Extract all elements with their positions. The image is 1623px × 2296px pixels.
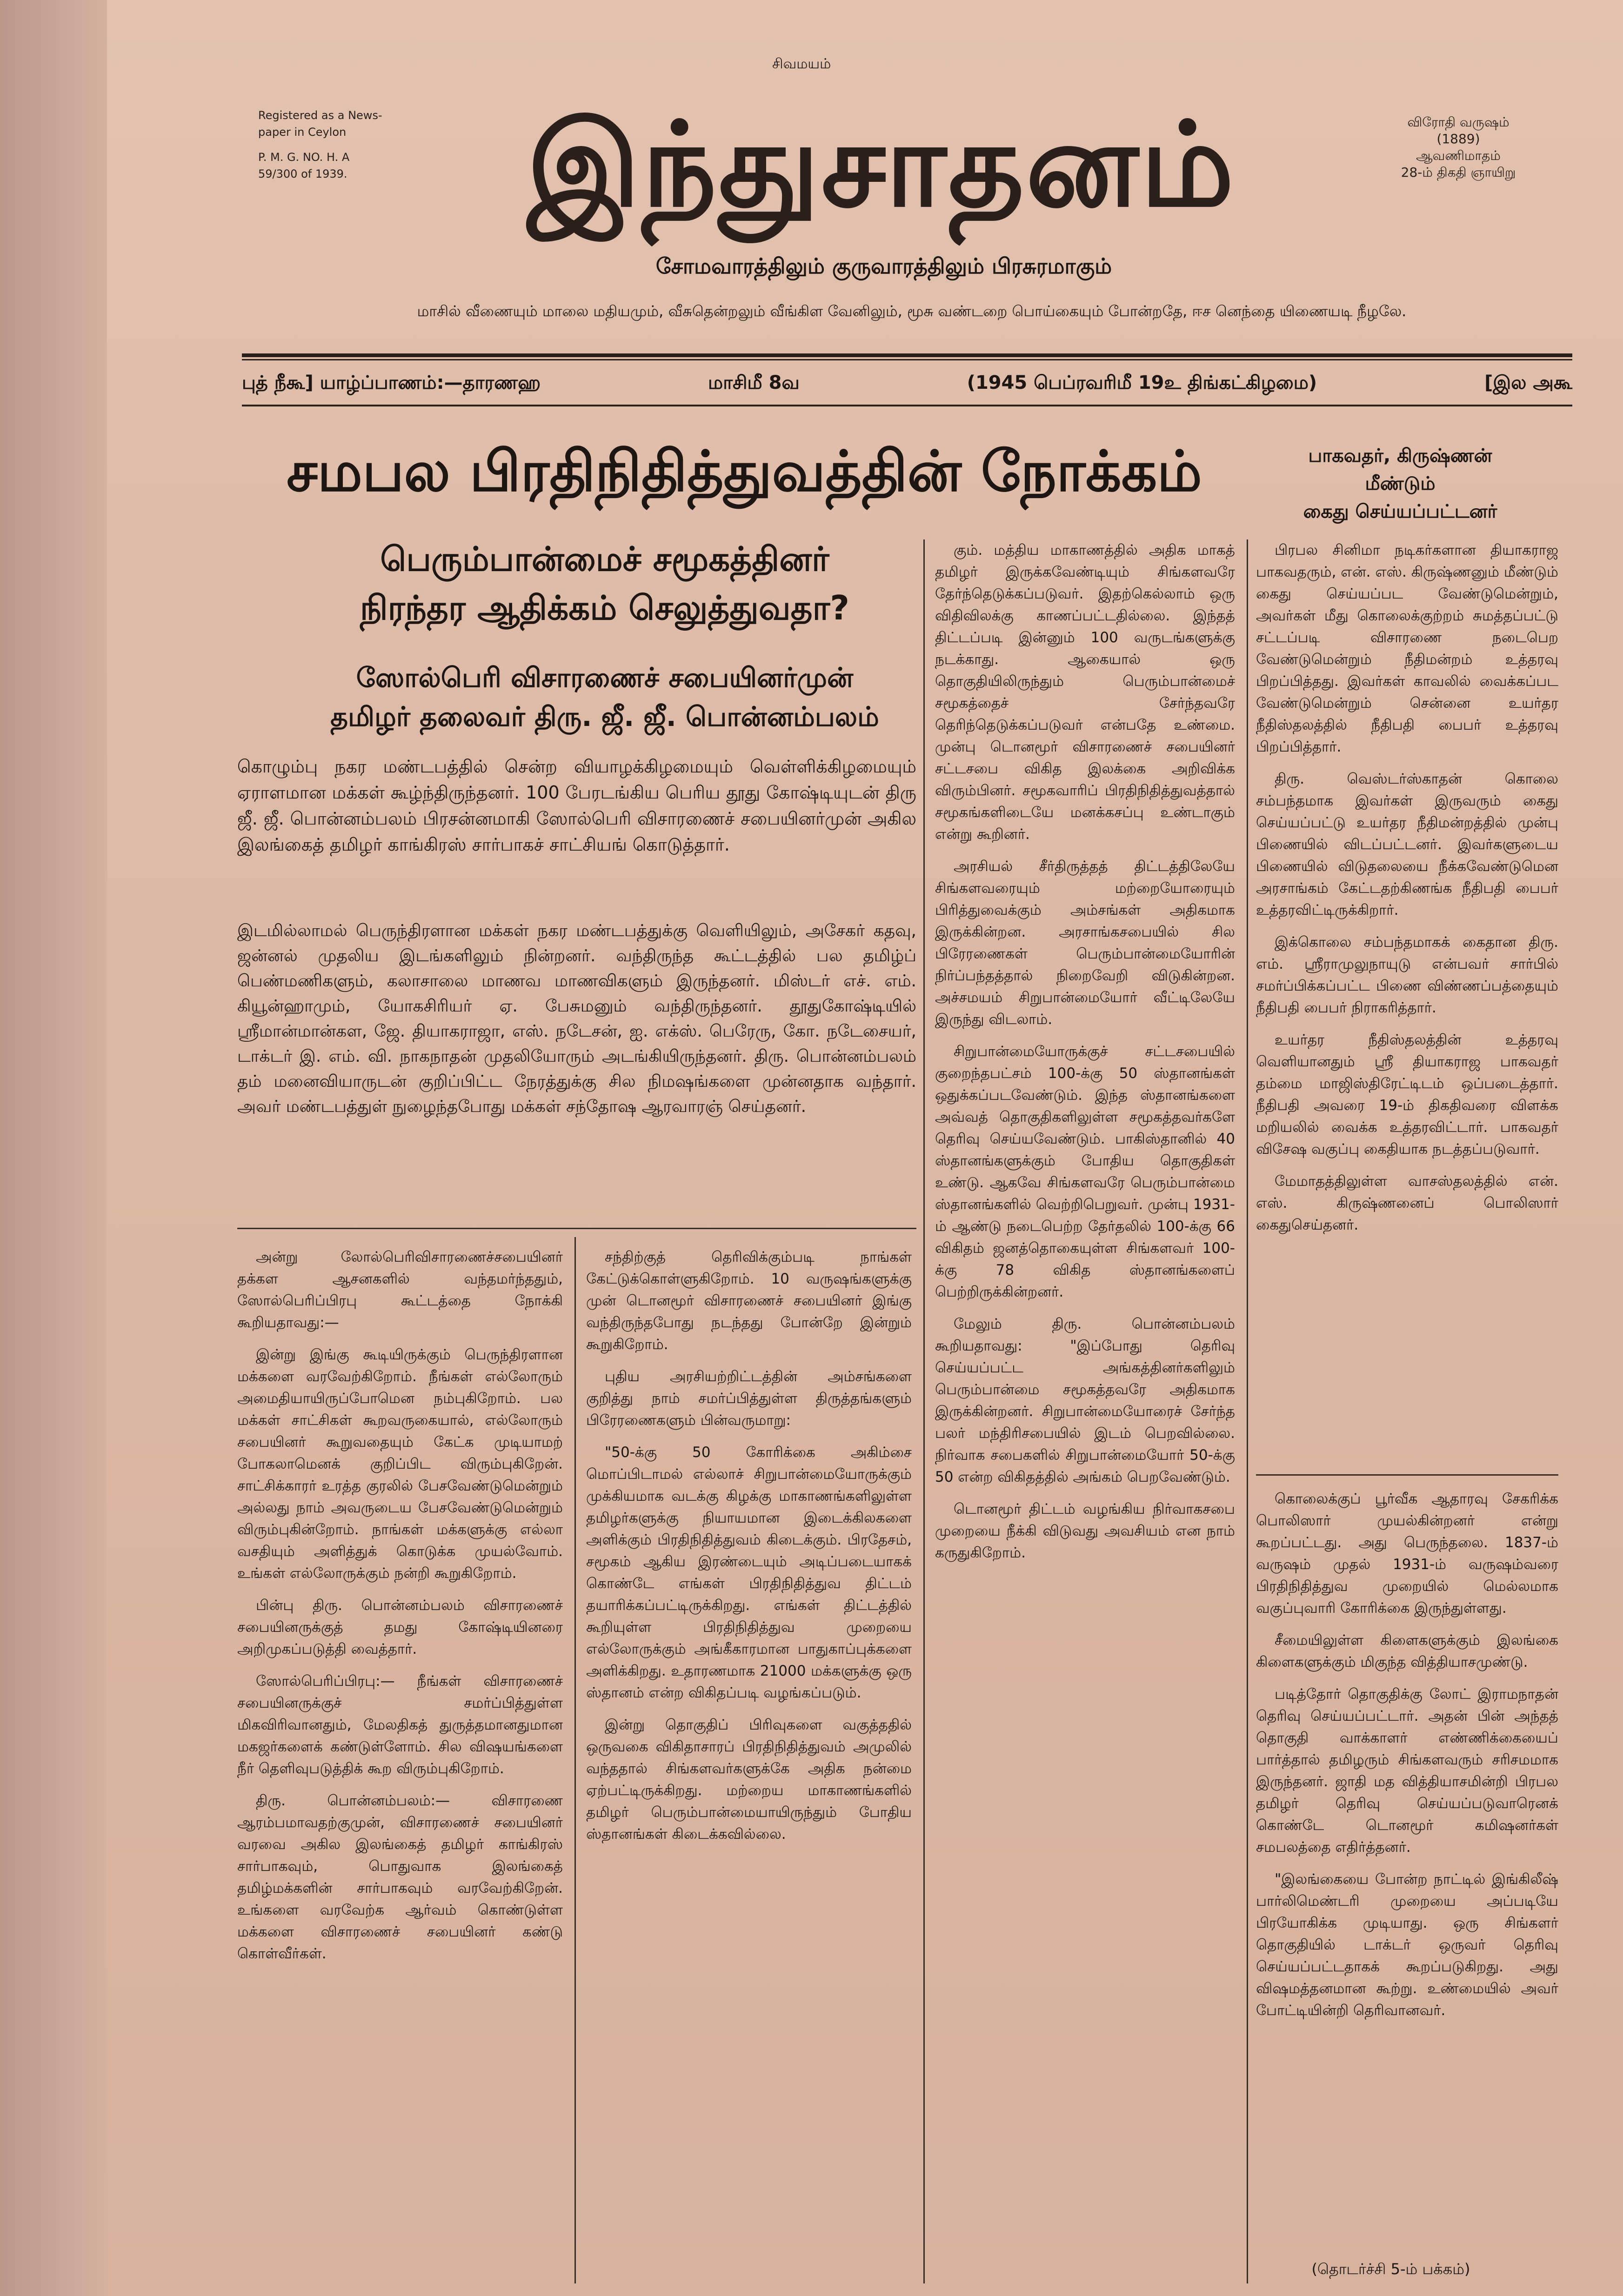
article-paragraph: சந்திற்குத் தெரிவிக்கும்படி நாங்கள் கேட்டுக்கொள்ளுகிறோம். 10 வருஷங்களுக்கு முன் டொனமூர் விசாரணைச் சபையினர் இங்கு வந்திருந்தபோது நடந்தது போன்றே இன்றும் கூறுகிறோம். bbox=[586, 1249, 912, 1353]
article-column-3 bbox=[935, 539, 1235, 2269]
sidebar-headline-line: கைது செய்யப்பட்டனர் bbox=[1303, 501, 1497, 522]
article-paragraph: சீமையிலுள்ள கிளைகளுக்கும் இலங்கை கிளைகளுக்கும் மிகுந்த வித்தியாசமுண்டு. bbox=[1256, 1632, 1558, 1670]
registration-line: 59/300 of 1939. bbox=[258, 167, 347, 180]
second-lead-paragraph: இடமில்லாமல் பெருந்திரளான மக்கள் நகர மண்டபத்துக்கு வெளியிலும், அசேகர் கதவு, ஜன்னல் முதலிய இடங்களிலும் நின்றனர். வந்திருந்த கூட்டத்தில் பல தமிழ்ப் பெண்மணிகளும், கலாசாலை மாணவ மாணவிகளும் இருந்தனர். மிஸ்டர் எச். எம். கியூன்ஹாமும், யோகசிரியர் ஏ. பேசுமனும் வந்திருந்தனர். தூதுகோஷ்டியில் ஸ்ரீமான்மான்கள, ஜே. தியாகராஜா, எஸ். நடேசன், ஐ. எக்ஸ். பெரேரு, கோ. நடேசையர், டாக்டர் இ. எம். வி. நாகநாதன் முதலியோரும் அடங்கியிருந்தனர். திரு. பொன்னம்பலம் தம் மனைவியாருடன் குறிப்பிட்ட நேரத்துக்கு சில நிமஷங்களை முன்னதாக வந்தார். அவர் மண்டபத்துள் நுழைந்தபோது மக்கள் சந்தோஷ ஆரவாரஞ் செய்தனர். bbox=[237, 921, 916, 1116]
article-paragraph: அன்று லோல்பெரிவிசாரணைச்சபையினர் தக்கள ஆசனகளில் வந்தமர்ந்ததும், ஸோல்பெரிப்பிரபு கூட்டத்தை நோக்கி கூறியதாவது:— bbox=[237, 1249, 563, 1331]
subheadline-line: நிரந்தர ஆதிக்கம் செலுத்துவதா? bbox=[360, 588, 849, 627]
subheadline-line: ஸோல்பெரி விசாரணைச் சபையினர்முன் bbox=[356, 662, 854, 693]
lead-divider bbox=[237, 1228, 916, 1229]
publication-schedule: சோமவாரத்திலும் குருவாரத்திலும் பிரசுரமாகும் bbox=[655, 253, 1112, 279]
month-issue: மாசிமீ 8வ bbox=[708, 372, 800, 393]
issue-date: (1945 பெப்ரவரிமீ 19உ திங்கட்கிழமை) bbox=[967, 372, 1317, 393]
article-paragraph: பின்பு திரு. பொன்னம்பலம் விசாரணைச் சபையினருக்குத் தமது கோஷ்டியினரை அறிமுகப்படுத்தி வைத்தார். bbox=[237, 1597, 563, 1657]
article-paragraph: மேமாதத்திலுள்ள வாசஸ்தலத்தில் என். எஸ். கிருஷ்ணனைப் பொலிஸார் கைதுசெய்தனர். bbox=[1256, 1173, 1558, 1233]
column-divider bbox=[923, 539, 925, 2283]
main-subheadline bbox=[279, 535, 930, 632]
registration-line: Registered as a News- bbox=[258, 109, 382, 122]
sidebar-headline-line: மீண்டும் bbox=[1365, 473, 1436, 494]
secondary-subheadline bbox=[279, 658, 930, 736]
registration-note bbox=[258, 107, 398, 182]
column-divider bbox=[574, 1237, 576, 2283]
subheadline-line: தமிழர் தலைவர் திரு. ஜீ. ஜீ. பொன்னம்பலம் bbox=[330, 701, 879, 732]
main-headline: சமபல பிரதிநிதித்துவத்தின் நோக்கம் bbox=[287, 439, 1202, 504]
year-info-line: விரோதி வருஷம் bbox=[1407, 114, 1509, 130]
year-info-line: (1889) bbox=[1436, 131, 1480, 146]
article-paragraph: படித்தோர் தொகுதிக்கு லோட் இராமநாதன் தெரிவு செய்யப்பட்டார். அதன் பின் அந்தத் தொகுதி வாக்காளர் எண்ணிக்கையைப் பார்த்தால் தமிழரும் சிங்களவரும் சரிசமமாக இருந்தனர். ஜாதி மத வித்தியாசமின்றி பிரபல தமிழர் தெரிவு செய்யப்படுவாரெனக் கொண்டே டொனமூர் கமிஷனர்கள் சமபலத்தை எதிர்த்தனர். bbox=[1256, 1686, 1558, 1856]
year-info-line: 28-ம் திகதி ஞாயிறு bbox=[1401, 165, 1516, 180]
registration-line: P. M. G. NO. H. A bbox=[258, 151, 350, 164]
volume-place: புத் நீகூ] யாழ்ப்பாணம்:—தாரணஹ bbox=[242, 372, 541, 393]
newspaper-title: இந்துசாதனம் bbox=[527, 97, 1236, 233]
article-paragraph: கொலைக்குப் பூர்வீக ஆதாரவு சேகரிக்க பொலிஸார் முயல்கின்றனர் என்று கூறப்பட்டது. அது பெருந்தலை. 1837-ம் வருஷம் முதல் 1931-ம் வருஷம்வரை பிரதிநிதித்துவ முறையில் மெல்லமாக வகுப்புவாரி கோரிக்கை இருந்துள்ளது. bbox=[1256, 1491, 1558, 1617]
dateline-top-rule bbox=[242, 353, 1572, 357]
sidebar-article bbox=[1256, 539, 1558, 1470]
article-paragraph: சிறுபான்மையோருக்குச் சட்டசபையில் குறைந்தபட்சம் 100-க்கு 50 ஸ்தானங்கள் ஒதுக்கப்படவேண்டும். இந்த ஸ்தானங்களை அவ்வத் தொகுதிகளிலுள்ள சமூகத்தவர்களே தெரிவு செய்யவேண்டும். பாகிஸ்தானில் 40 ஸ்தானங்களுக்கும் போதிய தொகுதிகள் உண்டு. ஆகவே சிங்களவரே பெரும்பான்மை ஸ்தானங்களில் வெற்றிபெறுவர். முன்பு 1931-ம் ஆண்டு நடைபெற்ற தேர்தலில் 100-க்கு 66 விகிதம் ஜனத்தொகையுள்ள சிங்களவர் 100-க்கு 78 விகித ஸ்தானங்களைப் பெற்றிருக்கின்றனர். bbox=[935, 1043, 1235, 1300]
article-paragraph: திரு. பொன்னம்பலம்:— விசாரணை ஆரம்பமாவதற்குமுன், விசாரணைச் சபையினர் வரவை அகில இலங்கைத் தமிழர் காங்கிரஸ் சார்பாகவும், பொதுவாக இலங்கைத் தமிழ்மக்களின் சார்பாகவும் வரவேற்கிறேன். உங்களை வரவேற்க ஆர்வம் கொண்டுள்ள மக்களை விசாரணைச் சபையினர் கண்டு கொள்வீர்கள். bbox=[237, 1792, 563, 1962]
article-column-1 bbox=[237, 1246, 563, 2269]
article-paragraph: இன்று இங்கு கூடியிருக்கும் பெருந்திரளான மக்களை வரவேற்கிறோம். நீங்கள் எல்லோரும் அமைதியாயிருப்போமென நம்புகிறோம். பல மக்கள் சாட்சிகள் கூறவருகையால், எல்லோரும் சபையினர் கூறுவதையும் கேட்க முடியாமற் போகலாமெனக் குறிப்பிட விரும்புகிறேன். சாட்சிக்காரர் உரத்த குரலில் பேசவேண்டுமென்றும் அல்லது நாம் அவருடைய பேசவேண்டுமென்றும் விரும்புகின்றோம். நாங்கள் மக்களுக்கு எல்லா வசதியும் அளித்துக் கொடுக்க முயல்வோம். உங்கள் எல்லோருக்கும் நன்றி கூறுகிறோம். bbox=[237, 1346, 563, 1582]
article-paragraph: மேலும் திரு. பொன்னம்பலம் கூறியதாவது: "இப்போது தெரிவு செய்யப்பட்ட அங்கத்தினர்களிலும் பெரும்பான்மை சமூகத்தவரே அதிகமாக இருக்கின்றனர். சிறுபான்மையோரைச் சேர்ந்த பலர் மந்திரிசபையில் இடம் பெறவில்லை. நிர்வாக சபைகளில் சிறுபான்மையோர் 50-க்கு 50 என்ற விகிதத்தில் அங்கம் பெறவேண்டும். bbox=[935, 1316, 1235, 1485]
article-paragraph: புதிய அரசியற்றிட்டத்தின் அம்சங்களை குறித்து நாம் சமர்ப்பித்துள்ள திருத்தங்களும் பிரேரணைகளும் பின்வருமாறு: bbox=[586, 1368, 912, 1429]
dateline-top-rule-thin bbox=[242, 359, 1572, 360]
sidebar-headline bbox=[1237, 442, 1563, 526]
article-paragraph: உயர்தர நீதிஸ்தலத்தின் உத்தரவு வெளியானதும் ஸ்ரீ தியாகராஜ பாகவதர் தம்மை மாஜிஸ்திரேட்டிடம் ஒப்படைத்தார். நீதிபதி அவரை 19-ம் திகதிவரை விளக்க மறியலில் வைக்க உத்தரவிட்டார். பாகவதர் விசேஷ வகுப்பு கைதியாக நடத்தப்படுவார். bbox=[1256, 1032, 1558, 1158]
registration-line: paper in Ceylon bbox=[258, 126, 347, 139]
article-paragraph: "இலங்கையை போன்ற நாட்டில் இங்கிலீஷ் பார்லிமெண்டரி முறையை அப்படியே பிரயோகிக்க முடியாது. ஒரு சிங்களர் தொகுதியில் டாக்டர் ஒருவர் தெரிவு செய்யப்பட்டதாகக் கூறப்படுகிறது. அது விஷமத்தனமான கூற்று. உண்மையில் அவர் போட்டியின்றி தெரிவானவர். bbox=[1256, 1871, 1558, 2019]
article-paragraph: "50-க்கு 50 கோரிக்கை அகிம்சை மொப்பிடாமல் எல்லாச் சிறுபான்மையோருக்கும் முக்கியமாக வடக்கு கிழக்கு மாகாணங்களிலுள்ள தமிழர்களுக்கு நியாயமான இடைக்கிலகளை அளிக்கும் பிரதிநிதித்துவம் கிடைக்கும். பிரதேசம், சமூகம் ஆகிய இரண்டையும் அடிப்படையாகக் கொண்டே எங்கள் பிரதிநிதித்துவ திட்டம் தயாரிக்கப்பட்டிருக்கிறது. எங்கள் திட்டத்தில் கூறியுள்ள பிரதிநிதித்துவ முறையை எல்லோருக்கும் அங்கீகாரமான பாதுகாப்புக்களை அளிக்கிறது. உதாரணமாக 21000 மக்களுக்கு ஒரு ஸ்தானம் என்ற விகிதப்படி வழங்கப்படும். bbox=[586, 1444, 912, 1701]
dateline bbox=[242, 370, 1572, 398]
lead-paragraph: கொழும்பு நகர மண்டபத்தில் சென்ற வியாழக்கிழமையும் வெள்ளிக்கிழமையும் ஏராளமான மக்கள் கூழ்ந்திருந்தனர். 100 பேரடங்கிய பெரிய தூது கோஷ்டியுடன் திரு ஜீ. ஜீ. பொன்னம்பலம் பிரசன்னமாகி ஸோல்பெரி விசாரணைச் சபையினர்முன் அகில இலங்கைத் தமிழர் காங்கிரஸ் சார்பாகச் சாட்சியங் கொடுத்தார். bbox=[237, 756, 916, 855]
article-paragraph: ஸோல்பெரிப்பிரபு:— நீங்கள் விசாரணைச் சபையினருக்குச் சமர்ப்பித்துள்ள மிகவிரிவானதும், மேலதிகத் துருத்தமானதுமான மகஜர்களைக் கண்டுள்ளோம். சில விஷயங்களை நீர் தெளிவுபடுத்திக் கூற விரும்புகிறோம். bbox=[237, 1673, 563, 1777]
continued-on-page: (தொடர்ச்சி 5-ம் பக்கம்) bbox=[1311, 2260, 1470, 2278]
article-paragraph: பிரபல சினிமா நடிகர்களான தியாகராஜ பாகவதரும், என். எஸ். கிருஷ்ணனும் மீண்டும் கைது செய்யப்பட வேண்டுமென்றும், அவர்கள் மீது கொலைக்குற்றம் சுமத்தப்பட்டு சட்டப்படி விசாரணை நடைபெற வேண்டுமென்றும் நீதிமன்றம் உத்தரவு பிறப்பித்தது. இவர்கள் காவலில் வைக்கப்பட வேண்டுமென்றும் சென்னை உயர்தர நீதிஸ்தலத்தில் நீதிபதி பைபர் உத்தரவு பிறப்பித்தார். bbox=[1256, 542, 1558, 755]
sidebar-headline-line: பாகவதர், கிருஷ்ணன் bbox=[1308, 445, 1492, 466]
year-info bbox=[1384, 114, 1533, 181]
article-paragraph: கும். மத்திய மாகாணத்தில் அதிக மாகத் தமிழர் இருக்கவேண்டியும் சிங்களவரே தேர்ந்தெடுக்கப்படுவர். இதற்கெல்லாம் ஒரு விதிவிலக்கு காணப்பட்டதில்லை. இந்தத் திட்டப்படி இன்னும் 100 வருடங்களுக்கு நடக்காது. ஆகையால் ஒரு தொகுதியிலிருந்தும் பெரும்பான்மைச் சமூகத்தைச் சேர்ந்தவரே தெரிந்தெடுக்கப்படுவர் என்பதே உண்மை. முன்பு டொனமூர் விசாரணைச் சபையினர் சட்டசபை விகித இலக்கை அறிவிக்க விரும்பினர். சமூகவாரிப் பிரதிநிதித்துவத்தால் சமூகங்களிடையே மனக்கசப்பு உண்டாகும் என்று கூறினர். bbox=[935, 542, 1235, 843]
page-edge-shadow bbox=[0, 0, 107, 2296]
article-continuation bbox=[1256, 1488, 1558, 2251]
dateline-bottom-rule bbox=[242, 405, 1572, 406]
sidebar-divider bbox=[1256, 1474, 1558, 1476]
sivamayam-invocation: சிவமயம் bbox=[772, 56, 831, 72]
article-paragraph: டொனமூர் திட்டம் வழங்கிய நிர்வாகசபை முறையை நீக்கி விடுவது அவசியம் என நாம் கருதுகிறோம். bbox=[935, 1501, 1235, 1561]
article-column-2 bbox=[586, 1246, 912, 2269]
year-info-line: ஆவணிமாதம் bbox=[1416, 148, 1501, 163]
masthead-motto: மாசில் வீணையும் மாலை மதியமும், வீசுதென்றலும் வீங்கிள வேனிலும், மூசு வண்டறை பொய்கையும் போன்றதே, ஈச னெந்தை யிணையடி நீழலே. bbox=[417, 302, 1407, 320]
article-paragraph: இன்று தொகுதிப் பிரிவுகளை வகுத்ததில் ஒருவகை விகிதாசாரப் பிரதிநிதித்துவம் அமுலில் வந்ததால் சிங்களவர்களுக்கே அதிக நன்மை ஏற்பட்டிருக்கிறது. மற்றைய மாகாணங்களில் தமிழர் பெரும்பான்மையாயிருந்தும் போதிய ஸ்தானங்கள் கிடைக்கவில்லை. bbox=[586, 1717, 912, 1843]
article-paragraph: அரசியல் சீர்திருத்தத் திட்டத்திலேயே சிங்களவரையும் மற்றையோரையும் பிரித்துவைக்கும் அம்சங்கள் அதிகமாக இருக்கின்றன. அரசாங்கசபையில் சில பிரேரணைகள் பெரும்பான்மையோரின் நிர்ப்பந்தத்தால் நிறைவேறி விடுகின்றன. அச்சமயம் சிறுபான்மையோர் வீட்டிலேயே இருந்து விடலாம். bbox=[935, 858, 1235, 1028]
article-paragraph: திரு. வெஸ்டர்ஸ்காதன் கொலை சம்பந்தமாக இவர்கள் இருவரும் கைது செய்யப்பட்டு உயர்தர நீதிமன்றத்தில் முன்பு பிணையில் விடப்பட்டனர். இவர்களுடைய பிணையில் விடுதலையை நீக்கவேண்டுமென அரசாங்கம் கேட்டதற்கிணங்க நீதிபதி பைபர் உத்தரவிட்டிருக்கிறார். bbox=[1256, 771, 1558, 918]
article-paragraph: இக்கொலை சம்பந்தமாகக் கைதான திரு. எம். ஸ்ரீராமுலுநாயுடு என்பவர் சார்பில் சமர்ப்பிக்கப்பட்ட பிணை விண்ணப்பத்தையும் நீதிபதி பைபர் நிராகரித்தார். bbox=[1256, 934, 1558, 1016]
column-divider bbox=[1247, 539, 1248, 2283]
issue-number: [இல அகூ bbox=[1484, 372, 1572, 393]
subheadline-line: பெரும்பான்மைச் சமூகத்தினர் bbox=[380, 539, 829, 579]
